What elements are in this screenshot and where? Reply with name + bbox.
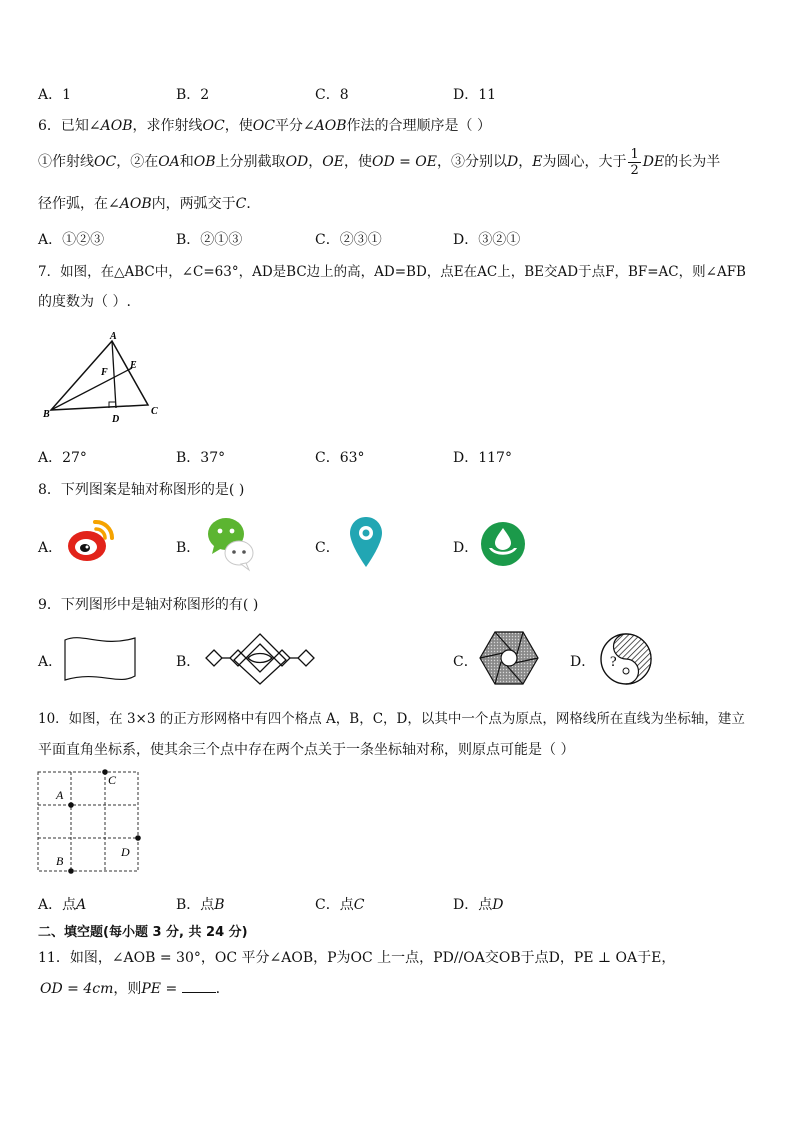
- q7-option-d: D．117°: [453, 450, 512, 466]
- q11-stem-line1: 11．如图，∠AOB = 30°，OC 平分∠AOB，P为OC 上一点，PD//OA交OB于点D，PE ⊥ OA于E，: [38, 950, 676, 966]
- q5-option-c: C．8: [315, 87, 349, 103]
- q10-option-a: A．点A: [38, 897, 87, 913]
- green-drop-logo-icon: [480, 521, 526, 567]
- grid-label-C: C: [108, 773, 117, 787]
- q9-option-b: B．: [176, 654, 201, 670]
- q10-stem-line1: 10．如图，在 3×3 的正方形网格中有四个格点 A，B，C，D，以其中一个点为原点，网格线所在直线为坐标轴，建立: [38, 711, 745, 727]
- map-pin-logo-icon: [348, 515, 384, 569]
- diamond-chain-figure: [202, 630, 318, 686]
- q7-option-c: C．63°: [315, 450, 365, 466]
- q7-stem-line2: 的度数为（ ）.: [38, 294, 131, 310]
- q5-option-b: B．2: [176, 87, 210, 103]
- q6-line3: 径作弧，在∠AOB内，两弧交于C．: [38, 196, 261, 212]
- pinwheel-hexagon-figure: [478, 629, 540, 687]
- q11-stem-line2: OD = 4cm，则PE = .: [40, 981, 221, 997]
- q6-line2: ①作射线OC，②在OA和OB上分别截取OD，OE，使OD = OE，③分别以D，E为圆心，大于 $\frac{1}{2}$ DE的长为半: [38, 146, 721, 178]
- label-C: C: [151, 406, 158, 417]
- q7-triangle-figure: [36, 326, 166, 428]
- q6-option-b: B．②①③: [176, 232, 243, 248]
- label-A: A: [110, 331, 117, 342]
- section-2-heading: 二、填空题(每小题 3 分, 共 24 分): [38, 925, 248, 940]
- q6-fraction: $\frac{1}{2}$: [630, 146, 639, 178]
- grid-label-B: B: [56, 854, 64, 868]
- wavy-rectangle-figure: [60, 632, 140, 686]
- q7-option-a: A．27°: [38, 450, 87, 466]
- label-E: E: [130, 360, 137, 371]
- q9-option-a: A．: [38, 654, 63, 670]
- grid-label-D: D: [121, 845, 130, 859]
- q7-option-b: B．37°: [176, 450, 226, 466]
- q7-stem-line1: 7．如图，在△ABC中，∠C=63°，AD是BC边上的高，AD=BD，点E在AC上，BE交AD于点F，BF=AC，则∠AFB: [38, 264, 746, 280]
- q10-grid-figure: [34, 767, 146, 879]
- q5-option-d: D．11: [453, 87, 497, 103]
- q6-stem: 6．已知∠AOB，求作射线OC，使OC平分∠AOB作法的合理顺序是（ ）: [38, 118, 491, 134]
- question-mark: ?: [610, 654, 617, 670]
- q6-option-a: A．①②③: [38, 232, 105, 248]
- q10-option-d: D．点D: [453, 897, 504, 913]
- yinyang-figure: [598, 631, 654, 687]
- q10-stem-line2: 平面直角坐标系，使其余三个点中存在两个点关于一条坐标轴对称，则原点可能是（ ）: [38, 742, 575, 758]
- label-F: F: [101, 367, 108, 378]
- q9-option-c: C．: [453, 654, 478, 670]
- q9-option-d: D．: [570, 654, 596, 670]
- q8-option-d: D．: [453, 540, 479, 556]
- answer-blank[interactable]: [182, 980, 216, 993]
- q8-stem: 8．下列图案是轴对称图形的是( ): [38, 482, 245, 498]
- label-D: D: [112, 414, 120, 425]
- label-B: B: [43, 409, 50, 420]
- q8-option-c: C．: [315, 540, 340, 556]
- wechat-logo-icon: [204, 512, 256, 572]
- weibo-logo-icon: [65, 516, 117, 566]
- q8-option-a: A．: [38, 540, 63, 556]
- q6-option-d: D．③②①: [453, 232, 521, 248]
- grid-label-A: A: [56, 788, 64, 802]
- q8-option-b: B．: [176, 540, 201, 556]
- q10-option-b: B．点B: [176, 897, 225, 913]
- q10-option-c: C．点C: [315, 897, 365, 913]
- q5-option-a: A．1: [38, 87, 72, 103]
- q6-option-c: C．②③①: [315, 232, 382, 248]
- q9-stem: 9．下列图形中是轴对称图形的有( ): [38, 597, 259, 613]
